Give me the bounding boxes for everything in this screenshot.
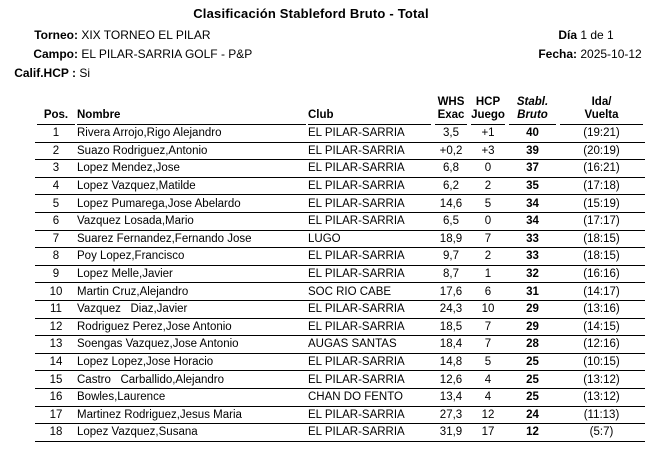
cell-pos: 6 bbox=[35, 212, 77, 230]
cell-pos: 2 bbox=[35, 142, 77, 160]
page-title: Clasificación Stableford Bruto - Total bbox=[193, 6, 429, 21]
cell-hcp-juego: 7 bbox=[469, 230, 507, 248]
cell-whs-exac: 18,5 bbox=[433, 318, 469, 336]
cell-hcp-juego: +3 bbox=[469, 142, 507, 160]
cell-nombre: Lopez Vazquez,Susana bbox=[77, 424, 308, 442]
classification-table bbox=[35, 93, 645, 442]
header-whs-exac: WHS Exac bbox=[433, 93, 469, 125]
cell-club: EL PILAR-SARRIA bbox=[308, 406, 433, 424]
cell-hcp-juego: 4 bbox=[469, 388, 507, 406]
cell-nombre: Suarez Fernandez,Fernando Jose bbox=[77, 230, 308, 248]
cell-hcp-juego: +1 bbox=[469, 125, 507, 142]
cell-stabl-bruto: 37 bbox=[507, 160, 558, 178]
cell-hcp-juego: 2 bbox=[469, 248, 507, 266]
cell-whs-exac: 24,3 bbox=[433, 300, 469, 318]
cell-club: EL PILAR-SARRIA bbox=[308, 195, 433, 213]
cell-nombre: Lopez Pumarega,Jose Abelardo bbox=[77, 195, 308, 213]
cell-pos: 12 bbox=[35, 318, 77, 336]
campo-line bbox=[8, 47, 252, 61]
cell-whs-exac: 14,8 bbox=[433, 353, 469, 371]
cell-pos: 17 bbox=[35, 406, 77, 424]
cell-whs-exac: 18,9 bbox=[433, 230, 469, 248]
cell-whs-exac: 3,5 bbox=[433, 125, 469, 142]
table-row bbox=[35, 125, 645, 142]
cell-whs-exac: 27,3 bbox=[433, 406, 469, 424]
cell-ida-vuelta: (11:13) bbox=[558, 406, 645, 424]
table-row bbox=[35, 283, 645, 301]
cell-ida-vuelta: (19:21) bbox=[558, 125, 645, 142]
table-row bbox=[35, 248, 645, 266]
cell-nombre: Vazquez Diaz,Javier bbox=[77, 300, 308, 318]
cell-ida-vuelta: (14:15) bbox=[558, 318, 645, 336]
cell-pos: 4 bbox=[35, 177, 77, 195]
cell-pos: 15 bbox=[35, 371, 77, 389]
calif-hcp-value: Si bbox=[79, 66, 91, 80]
cell-nombre: Suazo Rodriguez,Antonio bbox=[77, 142, 308, 160]
cell-hcp-juego: 7 bbox=[469, 318, 507, 336]
cell-whs-exac: 6,8 bbox=[433, 160, 469, 178]
cell-nombre: Castro Carballido,Alejandro bbox=[77, 371, 308, 389]
cell-ida-vuelta: (13:12) bbox=[558, 371, 645, 389]
cell-ida-vuelta: (18:15) bbox=[558, 248, 645, 266]
cell-pos: 8 bbox=[35, 248, 77, 266]
cell-club: EL PILAR-SARRIA bbox=[308, 212, 433, 230]
dia-value: 1 de 1 bbox=[580, 28, 614, 42]
cell-stabl-bruto: 40 bbox=[507, 125, 558, 142]
cell-nombre: Rivera Arrojo,Rigo Alejandro bbox=[77, 125, 308, 142]
cell-pos: 13 bbox=[35, 336, 77, 354]
table-header bbox=[35, 93, 645, 125]
table-row bbox=[35, 230, 645, 248]
cell-ida-vuelta: (16:16) bbox=[558, 265, 645, 283]
cell-nombre: Lopez Vazquez,Matilde bbox=[77, 177, 308, 195]
torneo-value: XIX TORNEO EL PILAR bbox=[81, 28, 211, 42]
cell-club: EL PILAR-SARRIA bbox=[308, 371, 433, 389]
cell-pos: 16 bbox=[35, 388, 77, 406]
cell-club: EL PILAR-SARRIA bbox=[308, 424, 433, 442]
cell-ida-vuelta: (20:19) bbox=[558, 142, 645, 160]
header-pos: Pos. bbox=[35, 93, 77, 125]
cell-stabl-bruto: 25 bbox=[507, 353, 558, 371]
campo-label: Campo: bbox=[33, 47, 78, 61]
cell-nombre: Vazquez Losada,Mario bbox=[77, 212, 308, 230]
header-stabl-bruto: Stabl. Bruto bbox=[507, 93, 558, 125]
cell-whs-exac: 8,7 bbox=[433, 265, 469, 283]
cell-stabl-bruto: 29 bbox=[507, 318, 558, 336]
cell-stabl-bruto: 28 bbox=[507, 336, 558, 354]
cell-nombre: Lopez Melle,Javier bbox=[77, 265, 308, 283]
cell-ida-vuelta: (13:12) bbox=[558, 388, 645, 406]
campo-value: EL PILAR-SARRIA GOLF - P&P bbox=[81, 47, 253, 61]
cell-pos: 10 bbox=[35, 283, 77, 301]
table-body bbox=[35, 125, 645, 441]
cell-pos: 1 bbox=[35, 125, 77, 142]
cell-hcp-juego: 4 bbox=[469, 371, 507, 389]
header-hcp-juego: HCP Juego bbox=[469, 93, 507, 125]
cell-club: EL PILAR-SARRIA bbox=[308, 125, 433, 142]
cell-hcp-juego: 5 bbox=[469, 353, 507, 371]
cell-nombre: Martin Cruz,Alejandro bbox=[77, 283, 308, 301]
fecha-value: 2025-10-12 bbox=[580, 47, 642, 61]
cell-hcp-juego: 17 bbox=[469, 424, 507, 442]
cell-stabl-bruto: 24 bbox=[507, 406, 558, 424]
cell-stabl-bruto: 33 bbox=[507, 230, 558, 248]
table-row bbox=[35, 336, 645, 354]
cell-hcp-juego: 0 bbox=[469, 212, 507, 230]
cell-stabl-bruto: 31 bbox=[507, 283, 558, 301]
cell-whs-exac: +0,2 bbox=[433, 142, 469, 160]
cell-pos: 5 bbox=[35, 195, 77, 213]
table-row bbox=[35, 318, 645, 336]
header-nombre: Nombre bbox=[77, 93, 308, 125]
header-ida-vuelta: Ida/ Vuelta bbox=[558, 93, 645, 125]
fecha-label: Fecha: bbox=[538, 47, 577, 61]
cell-pos: 3 bbox=[35, 160, 77, 178]
cell-whs-exac: 31,9 bbox=[433, 424, 469, 442]
calif-hcp-line bbox=[10, 66, 90, 80]
cell-stabl-bruto: 12 bbox=[507, 424, 558, 442]
cell-stabl-bruto: 33 bbox=[507, 248, 558, 266]
cell-hcp-juego: 2 bbox=[469, 177, 507, 195]
cell-hcp-juego: 0 bbox=[469, 160, 507, 178]
dia-label: Día bbox=[558, 28, 577, 42]
table-row bbox=[35, 424, 645, 442]
cell-hcp-juego: 7 bbox=[469, 336, 507, 354]
table-row bbox=[35, 406, 645, 424]
cell-club: CHAN DO FENTO bbox=[308, 388, 433, 406]
table-row bbox=[35, 177, 645, 195]
cell-whs-exac: 6,2 bbox=[433, 177, 469, 195]
cell-club: EL PILAR-SARRIA bbox=[308, 353, 433, 371]
cell-pos: 11 bbox=[35, 300, 77, 318]
cell-whs-exac: 6,5 bbox=[433, 212, 469, 230]
header-club: Club bbox=[308, 93, 433, 125]
cell-whs-exac: 17,6 bbox=[433, 283, 469, 301]
torneo-label: Torneo: bbox=[34, 28, 78, 42]
table-row bbox=[35, 371, 645, 389]
table-row bbox=[35, 265, 645, 283]
cell-ida-vuelta: (17:18) bbox=[558, 177, 645, 195]
cell-club: EL PILAR-SARRIA bbox=[308, 248, 433, 266]
table-row bbox=[35, 388, 645, 406]
cell-stabl-bruto: 25 bbox=[507, 371, 558, 389]
cell-hcp-juego: 5 bbox=[469, 195, 507, 213]
cell-whs-exac: 12,6 bbox=[433, 371, 469, 389]
fecha-line bbox=[470, 47, 642, 61]
cell-club: EL PILAR-SARRIA bbox=[308, 300, 433, 318]
cell-nombre: Lopez Mendez,Jose bbox=[77, 160, 308, 178]
cell-club: EL PILAR-SARRIA bbox=[308, 318, 433, 336]
table-row bbox=[35, 212, 645, 230]
cell-club: AUGAS SANTAS bbox=[308, 336, 433, 354]
cell-stabl-bruto: 34 bbox=[507, 195, 558, 213]
table-row bbox=[35, 160, 645, 178]
cell-stabl-bruto: 25 bbox=[507, 388, 558, 406]
cell-pos: 7 bbox=[35, 230, 77, 248]
cell-club: EL PILAR-SARRIA bbox=[308, 142, 433, 160]
cell-nombre: Martinez Rodriguez,Jesus Maria bbox=[77, 406, 308, 424]
cell-stabl-bruto: 35 bbox=[507, 177, 558, 195]
torneo-line bbox=[8, 28, 211, 42]
cell-club: EL PILAR-SARRIA bbox=[308, 177, 433, 195]
cell-club: SOC RIO CABE bbox=[308, 283, 433, 301]
cell-pos: 14 bbox=[35, 353, 77, 371]
cell-ida-vuelta: (17:17) bbox=[558, 212, 645, 230]
dia-line bbox=[470, 28, 614, 42]
cell-whs-exac: 14,6 bbox=[433, 195, 469, 213]
table-row bbox=[35, 353, 645, 371]
cell-hcp-juego: 6 bbox=[469, 283, 507, 301]
cell-ida-vuelta: (5:7) bbox=[558, 424, 645, 442]
table-row bbox=[35, 142, 645, 160]
table-row bbox=[35, 300, 645, 318]
cell-ida-vuelta: (10:15) bbox=[558, 353, 645, 371]
cell-ida-vuelta: (18:15) bbox=[558, 230, 645, 248]
cell-stabl-bruto: 29 bbox=[507, 300, 558, 318]
cell-stabl-bruto: 39 bbox=[507, 142, 558, 160]
cell-stabl-bruto: 34 bbox=[507, 212, 558, 230]
cell-nombre: Poy Lopez,Francisco bbox=[77, 248, 308, 266]
cell-whs-exac: 18,4 bbox=[433, 336, 469, 354]
cell-nombre: Lopez Lopez,Jose Horacio bbox=[77, 353, 308, 371]
cell-club: LUGO bbox=[308, 230, 433, 248]
cell-pos: 18 bbox=[35, 424, 77, 442]
cell-ida-vuelta: (14:17) bbox=[558, 283, 645, 301]
cell-ida-vuelta: (12:16) bbox=[558, 336, 645, 354]
cell-nombre: Rodriguez Perez,Jose Antonio bbox=[77, 318, 308, 336]
cell-nombre: Bowles,Laurence bbox=[77, 388, 308, 406]
cell-ida-vuelta: (13:16) bbox=[558, 300, 645, 318]
cell-pos: 9 bbox=[35, 265, 77, 283]
cell-whs-exac: 13,4 bbox=[433, 388, 469, 406]
cell-hcp-juego: 12 bbox=[469, 406, 507, 424]
cell-ida-vuelta: (16:21) bbox=[558, 160, 645, 178]
calif-hcp-label: Calif.HCP : bbox=[14, 66, 76, 80]
cell-stabl-bruto: 32 bbox=[507, 265, 558, 283]
cell-ida-vuelta: (15:19) bbox=[558, 195, 645, 213]
cell-club: EL PILAR-SARRIA bbox=[308, 160, 433, 178]
cell-nombre: Soengas Vazquez,Jose Antonio bbox=[77, 336, 308, 354]
cell-club: EL PILAR-SARRIA bbox=[308, 265, 433, 283]
cell-whs-exac: 9,7 bbox=[433, 248, 469, 266]
cell-hcp-juego: 10 bbox=[469, 300, 507, 318]
cell-hcp-juego: 1 bbox=[469, 265, 507, 283]
table-row bbox=[35, 195, 645, 213]
